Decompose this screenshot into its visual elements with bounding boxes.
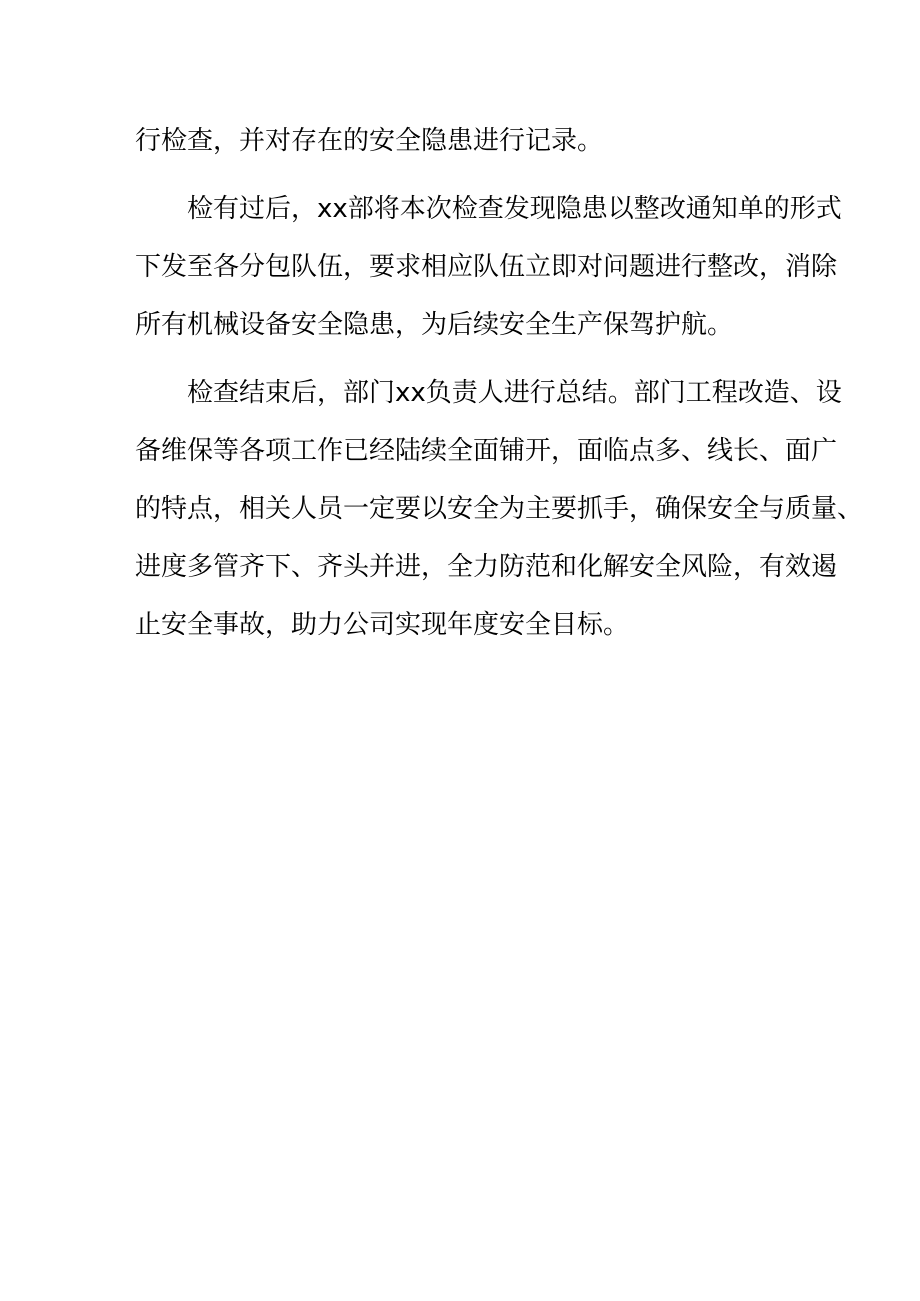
- paragraph-1: [135, 112, 795, 170]
- paragraph-3: [135, 364, 864, 654]
- paragraph-line: 检查结束后，部门xx负责人进行总结。部门工程改造、设: [187, 378, 842, 408]
- paragraph-gap: [135, 354, 795, 364]
- paragraph-line: 止安全事故，助力公司实现年度安全目标。: [135, 610, 630, 640]
- paragraph-line: 下发至各分包队伍，要求相应队伍立即对问题进行整改，消除: [135, 252, 838, 282]
- paragraph-line: 备维保等各项工作已经陆续全面铺开，面临点多、线长、面广: [135, 436, 838, 466]
- paragraph-line: 行检查，并对存在的安全隐患进行记录。: [135, 126, 604, 156]
- paragraph-2: [135, 180, 842, 354]
- paragraph-line: 进度多管齐下、齐头并进，全力防范和化解安全风险，有效遏: [135, 552, 838, 582]
- paragraph-line: 的特点，相关人员一定要以安全为主要抓手，确保安全与质量、: [135, 494, 864, 524]
- paragraph-line: 检有过后，xx部将本次检查发现隐患以整改通知单的形式: [187, 194, 842, 224]
- document-body: [135, 112, 864, 654]
- paragraph-gap: [135, 170, 795, 180]
- paragraph-line: 所有机械设备安全隐患，为后续安全生产保驾护航。: [135, 310, 734, 340]
